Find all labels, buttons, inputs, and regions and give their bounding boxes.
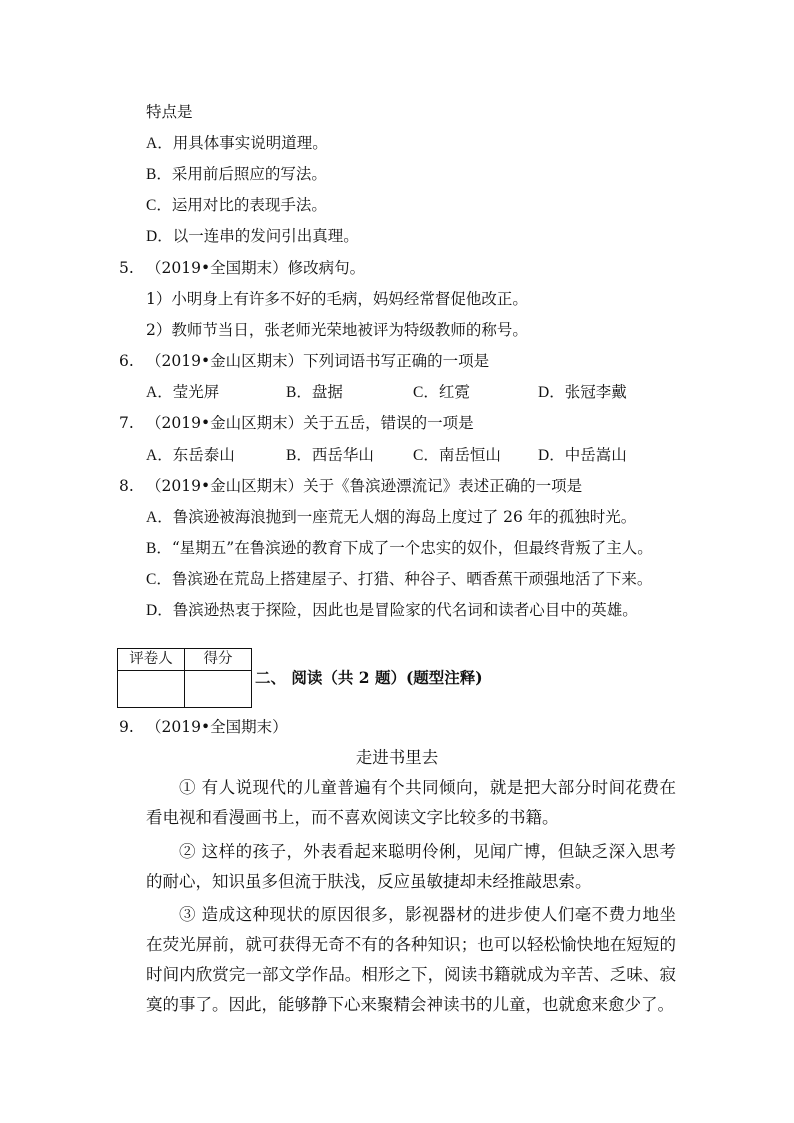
q6-option-b	[286, 382, 343, 403]
option-text: 盘据	[311, 383, 343, 401]
option-text: 南岳恒山	[438, 446, 501, 464]
grader-header: 评卷人	[118, 649, 185, 671]
q7-option-a	[146, 445, 235, 466]
option-text: 鲁滨逊被海浪抛到一座荒无人烟的海岛上度过了 26 年的孤独时光。	[172, 508, 637, 526]
option-text: 东岳泰山	[172, 446, 235, 464]
q4-option-c	[146, 195, 327, 216]
q5-stem: （2019•全国期末）修改病句。	[146, 259, 366, 277]
option-text: 用具体事实说明道理。	[172, 134, 328, 152]
q7-stem: （2019•金山区期末）关于五岳，错误的一项是	[146, 414, 474, 432]
q9-number: 9.	[119, 718, 134, 736]
option-label: B．	[286, 447, 312, 464]
option-text: 采用前后照应的写法。	[171, 165, 327, 183]
q5-item-2: 2）教师节当日，张老师光荣地被评为特级教师的称号。	[146, 321, 528, 339]
option-label: C．	[146, 571, 172, 588]
option-label: D．	[146, 228, 173, 245]
q7-option-d	[538, 445, 627, 466]
q4-stem-tail: 特点是	[146, 103, 193, 121]
option-label: C．	[413, 447, 439, 464]
passage-paragraph-1: ① 有人说现代的儿童普遍有个共同倾向，就是把大部分时间花费在看电视和看漫画书上，而不喜欢阅读文字比较多的书籍。	[146, 778, 676, 827]
option-label: A．	[146, 135, 173, 152]
option-text: “星期五”在鲁滨逊的教育下成了一个忠实的奴仆，但最终背叛了主人。	[171, 539, 653, 557]
score-table	[117, 648, 252, 708]
q5-number: 5.	[119, 259, 134, 277]
option-label: D．	[146, 602, 173, 619]
option-label: A．	[146, 447, 173, 464]
q6-option-a	[146, 382, 219, 403]
passage-title: 走进书里去	[355, 748, 439, 767]
option-label: D．	[538, 384, 565, 401]
q7-number: 7.	[119, 414, 134, 432]
q6-number: 6.	[119, 352, 134, 370]
section-heading: 二、 阅读（共 2 题）(题型注释)	[255, 668, 483, 687]
option-text: 红霓	[438, 383, 470, 401]
q8-option-c	[146, 569, 652, 590]
option-label: C．	[413, 384, 439, 401]
option-text: 运用对比的表现手法。	[171, 196, 327, 214]
option-text: 张冠李戴	[564, 383, 627, 401]
option-text: 西岳华山	[311, 446, 374, 464]
passage-paragraph-3: ③ 造成这种现状的原因很多，影视器材的进步使人们毫不费力地坐在荧光屏前，就可获得无奇不有的各种知识；也可以轻松愉快地在短短的时间内欣赏完一部文学作品。相形之下，阅读书籍就成为辛苦、乏味、寂寞的事了。因此，能够静下心来聚精会神读书的儿童，也就愈来愈少了。	[146, 905, 676, 1014]
q6-option-d	[538, 382, 627, 403]
option-label: D．	[538, 447, 565, 464]
q9-stem: （2019•全国期末）	[146, 718, 288, 736]
q7-option-b	[286, 445, 374, 466]
option-label: B．	[146, 540, 172, 557]
option-label: A．	[146, 384, 173, 401]
q8-number: 8.	[119, 477, 134, 495]
q8-option-d	[146, 600, 638, 621]
option-text: 莹光屏	[172, 383, 220, 401]
option-label: B．	[286, 384, 312, 401]
q8-option-a	[146, 507, 636, 528]
grader-cell	[118, 671, 185, 708]
q6-option-c	[413, 382, 470, 403]
q4-option-d	[146, 226, 359, 247]
q6-stem: （2019•金山区期末）下列词语书写正确的一项是	[146, 352, 490, 370]
q7-option-c	[413, 445, 501, 466]
q4-option-a	[146, 133, 328, 154]
score-header: 得分	[185, 649, 252, 671]
q8-option-b	[146, 538, 653, 559]
option-text: 鲁滨逊热衷于探险，因此也是冒险家的代名词和读者心目中的英雄。	[172, 601, 638, 619]
option-text: 中岳嵩山	[564, 446, 627, 464]
option-label: C．	[146, 197, 172, 214]
q4-option-b	[146, 164, 327, 185]
option-label: A．	[146, 509, 173, 526]
option-label: B．	[146, 166, 172, 183]
passage-paragraph-2: ② 这样的孩子，外表看起来聪明伶俐，见闻广博，但缺乏深入思考的耐心，知识虽多但流于肤浅，反应虽敏捷却未经推敲思索。	[146, 842, 676, 891]
score-cell	[185, 671, 252, 708]
q5-item-1: 1）小明身上有许多不好的毛病，妈妈经常督促他改正。	[146, 290, 528, 308]
q8-stem: （2019•金山区期末）关于《鲁滨逊漂流记》表述正确的一项是	[146, 477, 583, 495]
option-text: 鲁滨逊在荒岛上搭建屋子、打猎、种谷子、晒香蕉干顽强地活了下来。	[171, 570, 653, 588]
option-text: 以一连串的发问引出真理。	[172, 227, 359, 245]
